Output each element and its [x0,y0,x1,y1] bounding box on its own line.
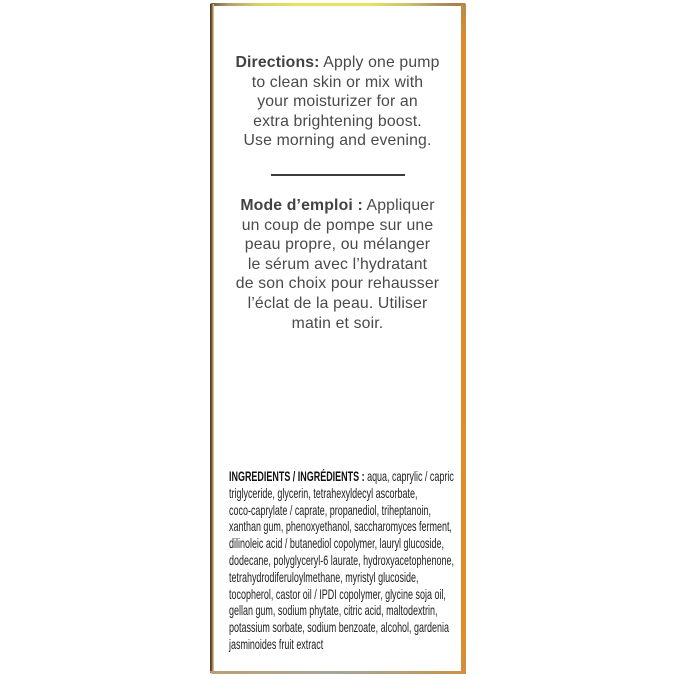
directions-line [216,53,459,73]
ingredients-line: tocopherol, castor oil / IPDI copolymer, glycine soja oil, [229,586,446,602]
ingredients-line: coco-caprylate / caprate, propanediol, triheptanoin, [229,502,431,518]
directions-line: extra brightening boost. [253,112,422,130]
mode-demploi-line: peau propre, ou mélanger [244,236,431,254]
mode-demploi-line: l’éclat de la peau. Utiliser [247,294,428,312]
directions-line: to clean skin or mix with [251,73,424,91]
directions-line: Use morning and evening. [243,132,432,150]
mode-demploi-line: matin et soir. [291,314,384,332]
mode-demploi-label: Mode d’emploi : [240,197,363,214]
ingredients-line [229,469,453,486]
panel-top-edge [210,3,466,6]
directions-line-rest: Apply one pump [319,54,440,71]
directions-paragraph [216,53,459,151]
ingredients-line: potassium sorbate, sodium benzoate, alcohol, gardenia [229,620,449,636]
mode-demploi-paragraph [216,196,459,333]
ingredients-label: INGREDIENTS / INGRÉDIENTS : [229,469,365,484]
ingredients-line: jasminoides fruit extract [229,636,324,652]
ingredients-line-rest: aqua, caprylic / capric [364,469,454,484]
panel-left-edge [210,4,214,673]
mode-demploi-line-rest: Appliquer [362,197,435,214]
section-divider [271,174,405,176]
panel-right-edge [461,4,466,674]
ingredients-line: tetrahydrodiferuloylmethane, myristyl glucoside, [229,569,419,585]
mode-demploi-line [216,196,459,216]
ingredients-line: xanthan gum, phenoxyethanol, saccharomyces ferment, [229,519,452,535]
ingredients-line: dodecane, polyglyceryl-6 laurate, hydroxyacetophenone, [229,552,454,568]
packaging-panel [210,3,466,674]
ingredients-line: gellan gum, sodium phytate, citric acid, maltodextrin, [229,603,438,619]
directions-label: Directions: [235,54,320,71]
panel-bottom-edge [210,671,466,674]
ingredients-paragraph [229,469,453,654]
mode-demploi-line: un coup de pompe sur une [241,216,434,234]
mode-demploi-line: le sérum avec l’hydratant [247,255,428,273]
ingredients-line: dilinoleic acid / butanediol copolymer, lauryl glucoside, [229,536,444,552]
directions-line: your moisturizer for an [257,93,418,111]
mode-demploi-line: de son choix pour rehausser [235,275,440,293]
ingredients-line: triglyceride, glycerin, tetrahexyldecyl ascorbate, [229,485,418,501]
